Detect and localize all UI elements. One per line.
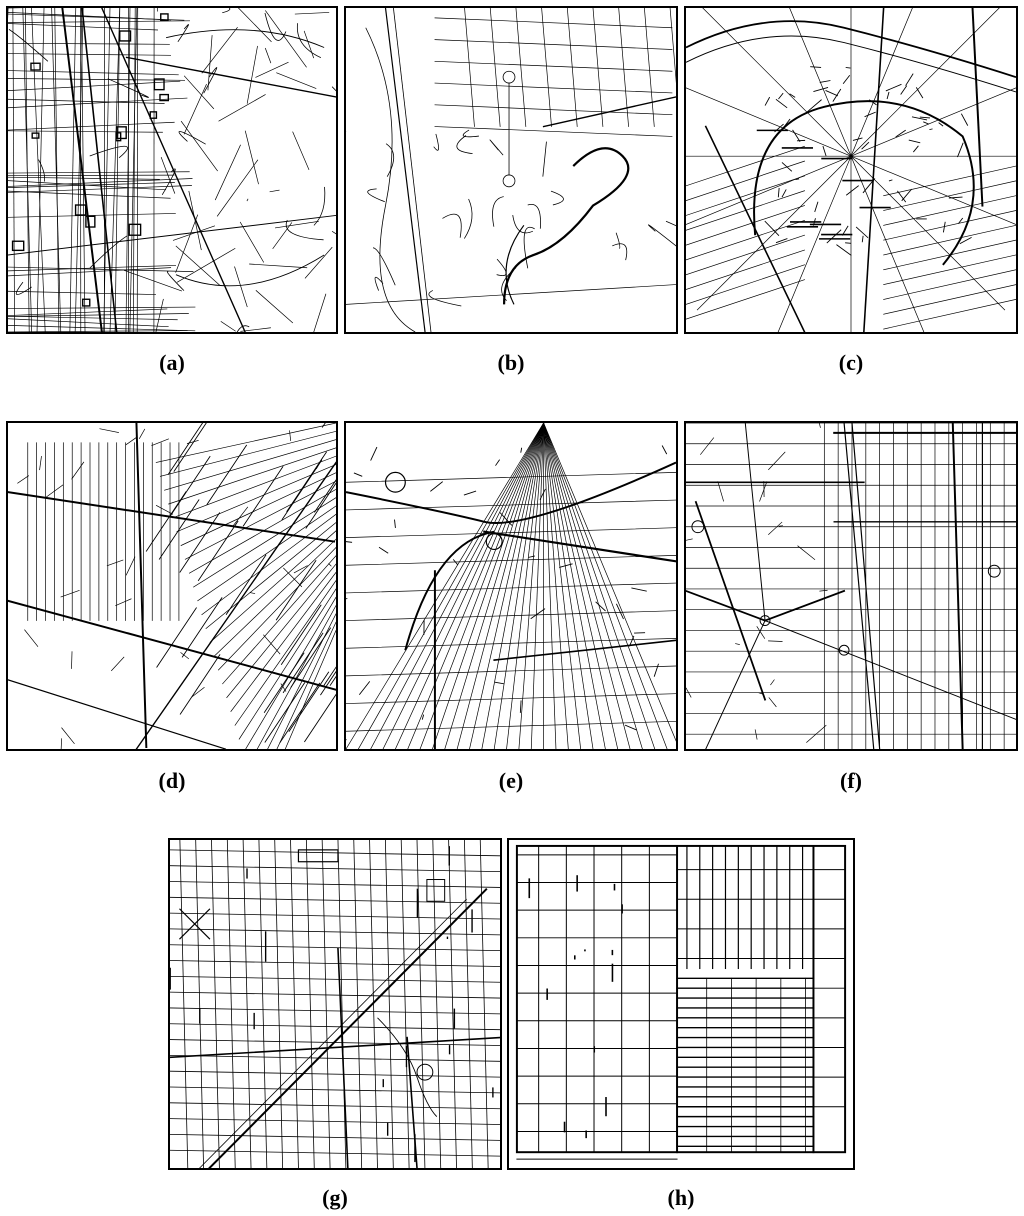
map-panel-g xyxy=(168,838,502,1170)
road-network-e xyxy=(346,423,676,749)
map-panel-c xyxy=(684,6,1018,334)
caption-a: (a) xyxy=(159,350,185,375)
map-panel-d xyxy=(6,421,338,751)
caption-e: (e) xyxy=(498,768,524,793)
caption-d: (d) xyxy=(158,768,186,793)
road-network-d xyxy=(8,423,336,749)
map-panel-a xyxy=(6,6,338,334)
caption-g: (g) xyxy=(322,1185,348,1210)
caption-c: (c) xyxy=(838,350,864,375)
map-panel-f xyxy=(684,421,1018,751)
map-panel-h xyxy=(507,838,855,1170)
map-panel-b xyxy=(344,6,678,334)
caption-h: (h) xyxy=(667,1185,695,1210)
road-network-g xyxy=(170,840,500,1168)
map-panel-e xyxy=(344,421,678,751)
road-network-f xyxy=(686,423,1016,749)
caption-f: (f) xyxy=(840,768,862,793)
road-network-b xyxy=(346,8,676,332)
road-network-h xyxy=(509,840,853,1168)
road-network-c xyxy=(686,8,1016,332)
caption-b: (b) xyxy=(497,350,525,375)
road-network-a xyxy=(8,8,336,332)
